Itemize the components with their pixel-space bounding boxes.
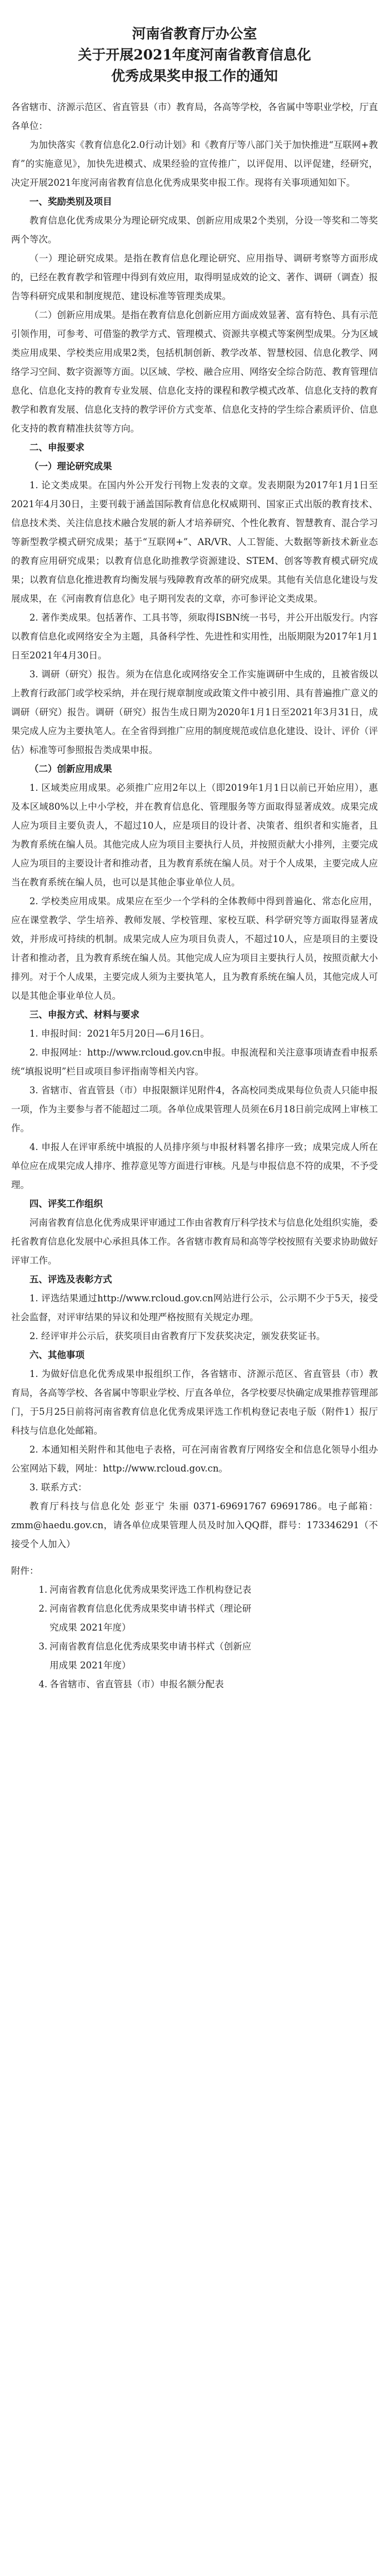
section-6-paragraph: 3. 联系方式：: [29, 1482, 87, 1493]
attachment-text: 河南省教育信息化优秀成果奖评选工作机构登记表: [49, 1584, 252, 1595]
section-1-paragraph: 教育信息化优秀成果分为理论研究成果、创新应用成果2个类别，分设一等奖和二等奖两个等次。: [11, 215, 378, 245]
attachment-text: 河南省教育信息化优秀成果奖申请书样式（理论研: [49, 1603, 252, 1614]
section-3-paragraph: 3. 省辖市、省直管县（市）申报限额详见附件4，各高校同类成果每位负责人只能申报一项，作为主要参与者不能超过二项。各单位成果管理人员须在6月18日前完成网上审核工作。: [11, 1085, 378, 1133]
section-1-paragraph: （一）理论研究成果。是指在教育信息化理论研究、应用指导、调研考察等方面形成的，已经在教育教学和管理中得到有效应用，取得明显成效的论文、著作、调研（调查）报告等科研究成果和制度规范、建设标准等管理类成果。: [11, 253, 378, 301]
attachments-heading: 附件：: [11, 1566, 39, 1576]
notice-title-line-2: 关于开展2021年度河南省教育信息化: [78, 47, 311, 63]
notice-title-line-1: 河南省教育厅办公室: [132, 26, 257, 42]
section-1-paragraph: （二）创新应用成果。是指在教育信息化创新应用方面成效显著、富有特色、具有示范引领作用，可参考、可借鉴的教学方式、管理模式、资源共享模式等案例型成果。分为区域类应用成果、学校类应用成果2类，包括机制创新、教学改革、智慧校园、信息化教学、网络学习空间、数字资源等方面。以区域、学校、融合应用、网络安全综合防范、教育管理信息化、信息化支持的教育专业发展、信息化支持的课程和教学模式改革、信息化支持的教育教学和教育发展、信息化支持的教学评价方式变革、信息化支持的学生综合素质评价、信息化支持的教育精准扶贫等方向。: [11, 310, 378, 434]
section-5-heading: 五、评选及表彰方式: [29, 1274, 112, 1285]
notice-title-line-3: 优秀成果奖申报工作的通知: [111, 68, 278, 84]
section-2-paragraph: 2. 学校类应用成果。成果应在至少一个学科的全体教师中得到普遍化、常态化应用，应在课堂教学、学生培养、教师发展、学校管理、家校互联、科学研究等方面取得显著成效，并形成可持续的机制。成果完成人应为项目负责人，不超过10人，应是项目的主要设计者和推动者，且为教育系统在编人员。其他完成人应为项目主要执行人员，按照贡献大小排列。对于个人成果，主要完成人须为主要执笔人，且为教育系统在编人员，其他完成人可以是其他企事业单位人员。: [11, 896, 378, 1001]
section-5-paragraph: 1. 评选结果通过http://www.rcloud.gov.cn网站进行公示，公示期不少于5天，接受社会监督，对评审结果的异议和处理严格按照有关规定办理。: [11, 1293, 378, 1322]
section-6-paragraph: 1. 为做好信息化优秀成果申报组织工作，各省辖市、济源示范区、省直管县（市）教育局，各高等学校、各省属中等职业学校、厅直各单位，各学校要尽快确定成果推荐管理部门，于5月25日前将河南省教育信息化优秀成果评选工作机构登记表电子版（附件1）报厅科技与信息化处邮箱。: [11, 1369, 378, 1436]
section-2-paragraph: 1. 论文类成果。在国内外公开发行刊物上发表的文章。发表期限为2017年1月1日至2021年4月30日，主要刊载于涵盖国际教育信息化权威期刊、国家正式出版的教育技术、信息技术类、关注信息技术融合发展的新人才培养研究、个性化教育、智慧教育、混合学习等新型教学模式研究成果；基于“互联网+”、AR/VR、人工智能、大数据等新技术新业态的教育应用研究成果；以教育信息化助推教学资源建设、STEM、创客等教育模式研究成果；以教育信息化推进教育均衡发展与残障教育改革的研究成果。其他有关信息化建设与发展成果，在《河南教育信息化》电子期刊发表的文章，亦可参评论文类成果。: [11, 480, 378, 604]
attachment-item: [11, 1675, 378, 1694]
section-2-subheading: （一）理论研究成果: [29, 461, 112, 472]
section-2-paragraph: 2. 著作类成果。包括著作、工具书等，须取得ISBN统一书号，并公开出版发行。内容以教育信息化或网络安全为主题，具备科学性、先进性和实用性，出版期限为2017年1月1日至2021年4月30日。: [11, 612, 378, 661]
section-3-paragraph: 2. 申报网址：http://www.rcloud.gov.cn申报。申报流程和关注意事项请查看申报系统“填报说明”栏目或项目参评指南等相关内容。: [11, 1047, 378, 1077]
section-3-heading: 三、申报方式、材料与要求: [29, 1009, 139, 1020]
section-4-paragraph: 河南省教育信息化优秀成果评审通过工作由省教育厅科学技术与信息化处组织实施，委托省教育信息化发展中心承担具体工作。各省辖市教育局和高等学校按照有关要求协助做好评审工作。: [11, 1217, 378, 1266]
section-1-heading: 一、奖励类别及项目: [29, 196, 112, 207]
section-4-heading: 四、评奖工作组织: [29, 1198, 103, 1209]
attachment-number: 1.: [38, 1584, 48, 1595]
recipients: 各省辖市、济源示范区、省直管县（市）教育局，各高等学校，各省属中等职业学校，厅直各单位：: [11, 102, 378, 131]
section-2-heading: 二、申报要求: [29, 442, 84, 453]
attachment-number: 4.: [38, 1679, 48, 1690]
attachment-number: 3.: [38, 1641, 48, 1652]
attachment-number: 2.: [38, 1603, 48, 1614]
attachment-text-continued: 用成果 2021年度）: [49, 1660, 131, 1671]
section-3-paragraph: 4. 申报人在评审系统中填报的人员排序须与申报材料署名排序一致；成果完成人所在单位应在成果完成人排序、推荐意见等方面进行审核。凡是与申报信息不符的成果，不予受理。: [11, 1142, 378, 1190]
attachment-item: [11, 1581, 378, 1599]
section-2-paragraph: 1. 区域类应用成果。必须推广应用2年以上（即2019年1月1日以前已开始应用），惠及本区域80%以上中小学校，并在教育信息化、管理服务等方面取得显著成效。成果完成人应为项目主要负责人，不超过10人，应是项目的设计者、决策者、组织者和实施者，且为教育系统在编人员。其他完成人应为项目主要执行人员，并按照贡献大小排列，主要完成人应为项目的主要设计者和推动者，且为教育系统在编人员。对于个人成果，主要完成人应当在教育系统在编人员，也可以是其他企事业单位人员。: [11, 782, 378, 888]
section-3-paragraph: 1. 申报时间：2021年5月20日—6月16日。: [29, 1028, 210, 1039]
section-6-paragraph: 2. 本通知相关附件和其他电子表格，可在河南省教育厅网络安全和信息化领导小组办公室网站下载，网址：http://www.rcloud.gov.cn。: [11, 1444, 378, 1474]
section-2-paragraph: 3. 调研（研究）报告。须为在信息化或网络安全工作实施调研中生成的，且被省级以上教育行政部门或学校采纳，并在现行规章制度或政策文件中被引用、具有普遍推广意义的调研（研究）报告。调研（研究）报告生成日期为2020年1月1日至2021年3月31日，成果完成人应为主要执笔人。在全省得到推广应用的制度规范或信息化建设、设计、评价（评估）标准等可参照报告类成果申报。: [11, 669, 378, 755]
attachment-item: [11, 1637, 378, 1656]
section-2-subheading: （二）创新应用成果: [29, 764, 112, 774]
contact-info: 教育厅科技与信息化处 彭亚宁 朱丽 0371-69691767 69691786。电子邮箱：zmm@haedu.gov.cn，请各单位成果管理人员及时加入QQ群，群号：173346291（不接受个人加入）: [11, 1501, 378, 1549]
attachment-text: 各省辖市、省直管县（市）申报名额分配表: [49, 1679, 224, 1690]
title-spacer: [11, 87, 378, 98]
section-5-paragraph: 2. 经评审并公示后，获奖项目由省教育厅下发获奖决定，颁发获奖证书。: [29, 1331, 326, 1341]
attachment-text-continued: 究成果 2021年度）: [49, 1622, 131, 1633]
intro-paragraph: 为加快落实《教育信息化2.0行动计划》和《教育厅等八部门关于加快推进“互联网+教育”的实施意见》，加快先进模式、成果经验的宣传推广，以评促用、以评促建，经研究，决定开展2021年度河南省教育信息化优秀成果奖申报工作。现将有关事项通知如下。: [11, 140, 378, 188]
section-6-heading: 六、其他事项: [29, 1350, 84, 1360]
attachment-text: 河南省教育信息化优秀成果奖申请书样式（创新应: [49, 1641, 252, 1652]
attachment-item: [11, 1599, 378, 1618]
